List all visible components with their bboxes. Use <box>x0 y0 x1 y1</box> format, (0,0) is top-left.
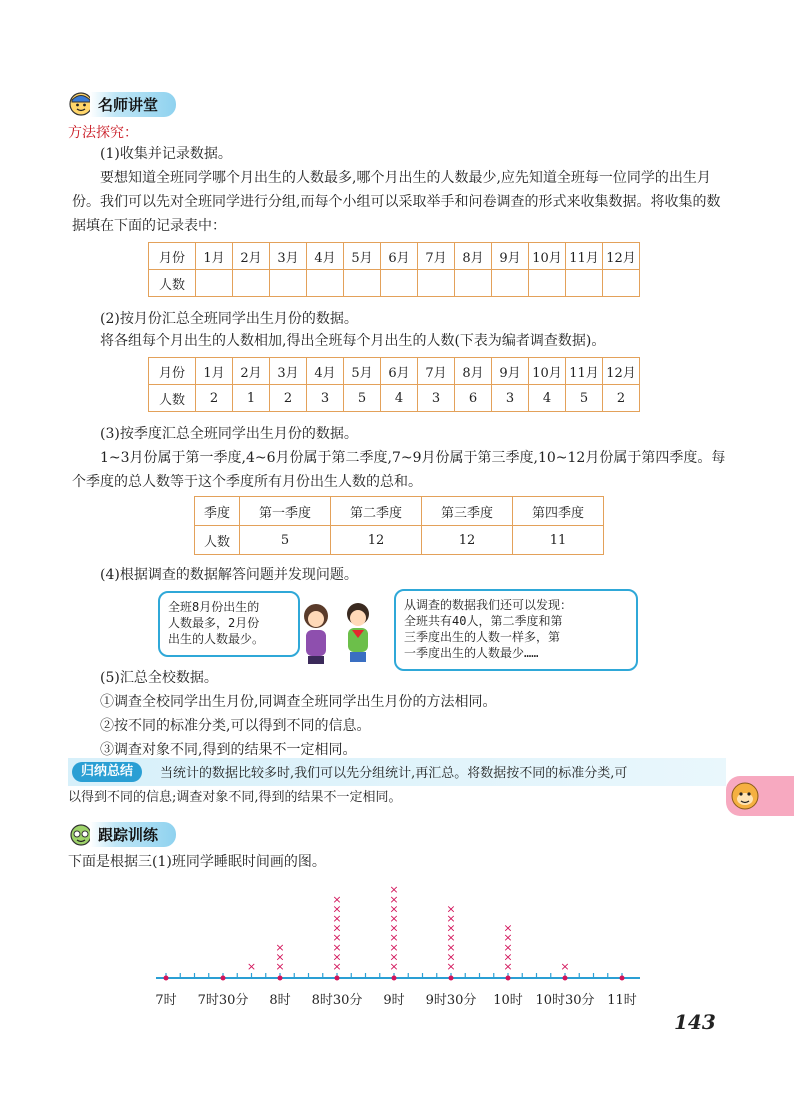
data-marker: × <box>446 940 456 954</box>
method-label: 方法探究： <box>68 125 138 141</box>
x-tick-dot <box>392 976 397 981</box>
count-cell-empty <box>529 270 566 297</box>
data-marker: × <box>503 921 513 935</box>
month-cell: 8月 <box>455 358 492 385</box>
month-cell: 12月 <box>603 243 640 270</box>
month-cell: 2月 <box>233 358 270 385</box>
data-marker: × <box>389 912 399 925</box>
side-tab <box>726 776 794 816</box>
x-tick-label: 10时30分 <box>535 993 595 1008</box>
data-marker: × <box>446 950 456 964</box>
x-tick-dot <box>506 976 511 981</box>
page-number: 143 <box>674 1010 716 1034</box>
section-title: 名师讲堂 <box>90 92 176 117</box>
x-tick-label: 8时30分 <box>311 993 363 1008</box>
data-marker: × <box>275 960 285 973</box>
count-cell: 3 <box>418 385 455 412</box>
month-cell: 10月 <box>529 358 566 385</box>
quarter-cell: 第二季度 <box>331 497 422 526</box>
data-marker: × <box>332 931 342 945</box>
month-cell: 4月 <box>307 243 344 270</box>
count-cell-empty <box>418 270 455 297</box>
x-tick-dot <box>335 976 340 981</box>
count-cell: 12 <box>422 526 513 555</box>
step5-item: ③调查对象不同,得到的结果不一定相同。 <box>100 742 357 758</box>
data-marker: × <box>332 950 342 964</box>
count-cell-empty <box>492 270 529 297</box>
x-tick-label: 10时 <box>493 993 523 1008</box>
exercise-intro: 下面是根据三(1)班同学睡眠时间画的图。 <box>68 854 326 870</box>
month-cell: 11月 <box>566 358 603 385</box>
step1-paragraph: 要想知道全班同学哪个月出生的人数最多,哪个月出生的人数最少,应先知道全班每一位同学的出生月份。我们可以先对全班同学进行分组,而每个小组可以采取举手和问卷调查的形式来收集数据。将收集的数据填在下面的记录表中： <box>72 170 721 234</box>
x-tick-dot <box>620 976 625 981</box>
data-marker: × <box>389 960 399 973</box>
count-cell: 2 <box>196 385 233 412</box>
data-marker: × <box>275 950 285 964</box>
x-tick-label: 11时 <box>607 993 637 1008</box>
month-cell: 11月 <box>566 243 603 270</box>
count-cell-empty <box>566 270 603 297</box>
sleep-time-dot-plot <box>150 870 650 1010</box>
month-cell: 7月 <box>418 358 455 385</box>
table-header-cell: 人数 <box>149 385 196 412</box>
students-illustration <box>290 598 390 668</box>
data-marker: × <box>446 921 456 935</box>
step5-heading: (5)汇总全校数据。 <box>100 670 218 686</box>
month-cell: 1月 <box>196 243 233 270</box>
month-cell: 6月 <box>381 243 418 270</box>
step2-text: 将各组每个月出生的人数相加,得出全班每个月出生的人数(下表为编者调查数据)。 <box>100 333 606 349</box>
section-header-practice <box>68 820 176 848</box>
count-cell: 1 <box>233 385 270 412</box>
record-table-empty <box>148 242 640 297</box>
data-marker: × <box>275 940 285 954</box>
step3-heading: (3)按季度汇总全班同学出生月份的数据。 <box>100 426 358 442</box>
data-marker: × <box>389 883 399 897</box>
data-marker: × <box>246 960 257 973</box>
table-header-cell: 季度 <box>195 497 240 526</box>
data-marker: × <box>503 960 513 973</box>
x-axis-tick-labels <box>155 993 636 1008</box>
count-cell-empty <box>603 270 640 297</box>
count-cell: 4 <box>529 385 566 412</box>
data-marker: × <box>389 950 399 964</box>
data-marker: × <box>332 902 342 916</box>
section-title: 跟踪训练 <box>90 822 176 847</box>
data-marker: × <box>503 940 513 954</box>
month-cell: 5月 <box>344 243 381 270</box>
x-tick-label: 8时 <box>269 993 291 1008</box>
data-marker: × <box>389 940 399 954</box>
month-cell: 2月 <box>233 243 270 270</box>
count-cell-empty <box>196 270 233 297</box>
data-marker: × <box>332 921 342 935</box>
count-cell: 12 <box>331 526 422 555</box>
summary-line: 当统计的数据比较多时,我们可以先分组统计,再汇总。将数据按不同的标准分类,可 <box>160 766 628 781</box>
count-cell: 5 <box>566 385 603 412</box>
quarter-cell: 第三季度 <box>422 497 513 526</box>
count-cell: 2 <box>270 385 307 412</box>
data-marker: × <box>503 931 513 945</box>
step4-heading: (4)根据调查的数据解答问题并发现问题。 <box>100 567 358 583</box>
data-marker: × <box>446 902 456 916</box>
count-cell-empty <box>344 270 381 297</box>
monkey-icon <box>728 779 762 813</box>
month-count-table <box>148 357 640 412</box>
count-cell: 2 <box>603 385 640 412</box>
table-header-cell: 月份 <box>149 243 196 270</box>
count-cell: 5 <box>344 385 381 412</box>
x-axis-ticks <box>164 973 625 981</box>
speech-bubble-right: 从调查的数据我们还可以发现： 全班共有40人，第二季度和第 三季度出生的人数一样多，第 一季度出生的人数最少…… <box>394 589 638 671</box>
month-cell: 1月 <box>196 358 233 385</box>
count-cell: 5 <box>240 526 331 555</box>
data-marker: × <box>332 892 342 906</box>
count-cell: 6 <box>455 385 492 412</box>
month-cell: 8月 <box>455 243 492 270</box>
girl-icon <box>304 604 328 664</box>
data-marker: × <box>389 921 399 935</box>
boy-icon <box>347 603 369 662</box>
count-cell: 3 <box>492 385 529 412</box>
count-cell: 4 <box>381 385 418 412</box>
data-marker: × <box>332 912 342 925</box>
month-cell: 6月 <box>381 358 418 385</box>
summary-text <box>68 762 732 810</box>
x-tick-dot <box>164 976 169 981</box>
x-tick-dot <box>221 976 226 981</box>
data-marker: × <box>389 902 399 916</box>
x-tick-dot <box>449 976 454 981</box>
data-marker: × <box>332 960 342 973</box>
count-cell: 11 <box>513 526 604 555</box>
count-cell-empty <box>270 270 307 297</box>
quarter-cell: 第四季度 <box>513 497 604 526</box>
x-tick-label: 9时 <box>383 993 405 1008</box>
step1-heading: (1)收集并记录数据。 <box>100 146 232 162</box>
x-tick-label: 7时 <box>155 993 177 1008</box>
step3-paragraph: 1~3月份属于第一季度,4~6月份属于第二季度,7~9月份属于第三季度,10~12月份属于第四季度。每个季度的总人数等于这个季度所有月份出生人数的总和。 <box>72 450 726 490</box>
count-cell-empty <box>233 270 270 297</box>
data-marker: × <box>503 950 513 964</box>
step5-item: ①调查全校同学出生月份,同调查全班同学出生月份的方法相同。 <box>100 694 497 710</box>
data-marker: × <box>446 960 456 973</box>
count-cell-empty <box>381 270 418 297</box>
speech-bubble-left: 全班8月份出生的 人数最多，2月份 出生的人数最少。 <box>158 591 300 657</box>
month-cell: 12月 <box>603 358 640 385</box>
x-tick-label: 7时30分 <box>197 993 249 1008</box>
count-cell-empty <box>307 270 344 297</box>
section-header-lecture <box>68 90 176 118</box>
month-cell: 9月 <box>492 243 529 270</box>
table-header-cell: 人数 <box>149 270 196 297</box>
step2-heading: (2)按月份汇总全班同学出生月份的数据。 <box>100 311 358 327</box>
data-marker: × <box>446 931 456 945</box>
table-header-cell: 人数 <box>195 526 240 555</box>
month-cell: 7月 <box>418 243 455 270</box>
data-marker: × <box>446 912 456 925</box>
month-cell: 5月 <box>344 358 381 385</box>
count-cell: 3 <box>307 385 344 412</box>
table-header-cell: 月份 <box>149 358 196 385</box>
summary-line: 以得到不同的信息;调查对象不同,得到的结果不一定相同。 <box>68 790 402 805</box>
step5-item: ②按不同的标准分类,可以得到不同的信息。 <box>100 718 371 734</box>
month-cell: 3月 <box>270 358 307 385</box>
month-cell: 4月 <box>307 358 344 385</box>
quarter-table <box>194 496 604 555</box>
summary-tag: 归纳总结 <box>72 762 142 782</box>
data-markers <box>247 883 570 973</box>
data-marker: × <box>332 940 342 954</box>
month-cell: 3月 <box>270 243 307 270</box>
x-tick-label: 9时30分 <box>425 993 477 1008</box>
month-cell: 10月 <box>529 243 566 270</box>
data-marker: × <box>389 892 399 906</box>
x-tick-dot <box>278 976 283 981</box>
quarter-cell: 第一季度 <box>240 497 331 526</box>
count-cell-empty <box>455 270 492 297</box>
data-marker: × <box>560 960 570 973</box>
x-tick-dot <box>563 976 568 981</box>
data-marker: × <box>389 931 399 945</box>
month-cell: 9月 <box>492 358 529 385</box>
